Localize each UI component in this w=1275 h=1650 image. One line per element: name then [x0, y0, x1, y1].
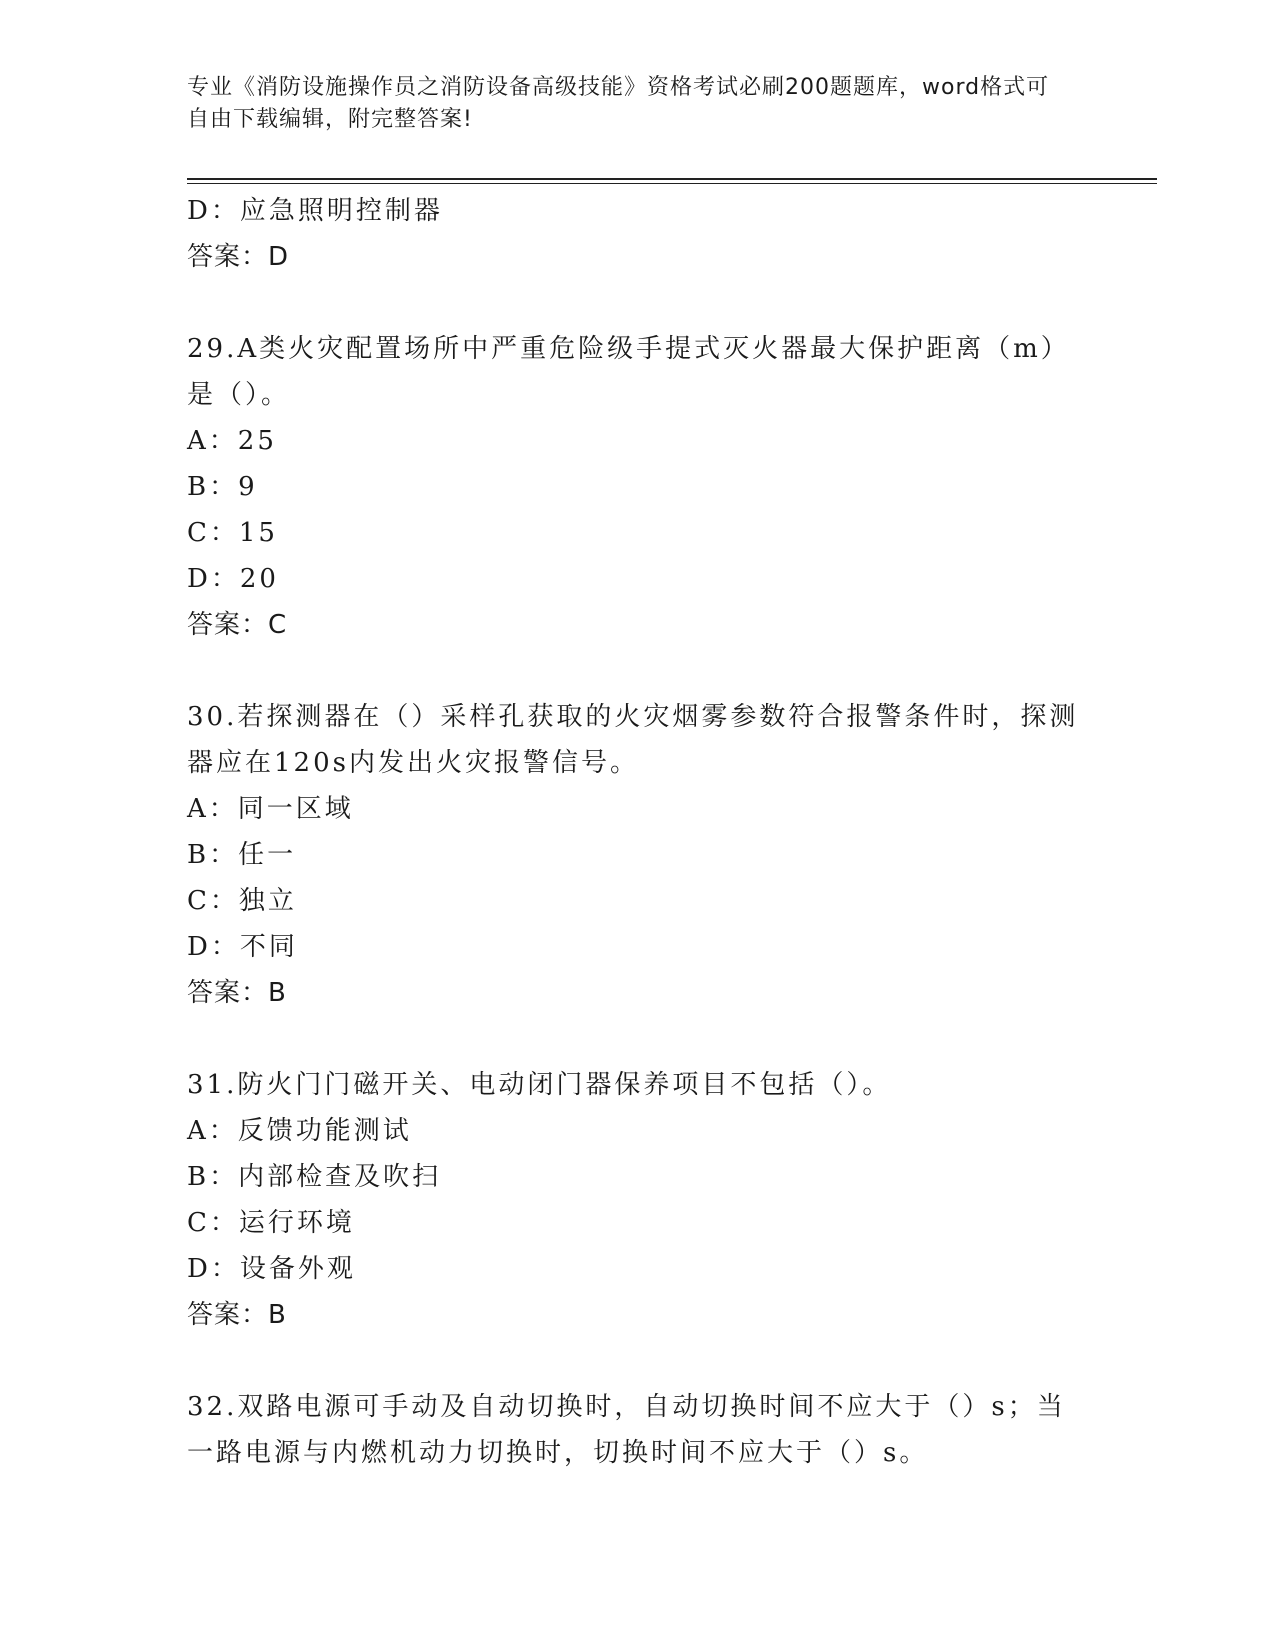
question-29 — [187, 326, 1087, 648]
document-content — [187, 188, 1087, 1476]
document-header: 专业《消防设施操作员之消防设备高级技能》资格考试必刷200题题库，word格式可自由下载编辑，附完整答案! — [187, 75, 1050, 132]
option-a: A：反馈功能测试 — [187, 1116, 412, 1146]
question-title: 29.A类火灾配置场所中严重危险级手提式灭火器最大保护距离（m）是（）。 — [187, 334, 1070, 410]
question-32 — [187, 1384, 1087, 1476]
answer: 答案：B — [187, 1300, 287, 1330]
question-30 — [187, 694, 1087, 1016]
header-rule-thin — [187, 183, 1157, 184]
question-title: 30.若探测器在（）采样孔获取的火灾烟雾参数符合报警条件时，探测器应在120s内发出火灾报警信号。 — [187, 702, 1079, 778]
spacer — [187, 1338, 1087, 1384]
question-title: 31.防火门门磁开关、电动闭门器保养项目不包括（）。 — [187, 1070, 892, 1100]
option-c: C：独立 — [187, 886, 297, 916]
option-b: B：任一 — [187, 840, 297, 870]
option-d: D：20 — [187, 564, 279, 594]
spacer — [187, 1016, 1087, 1062]
option-d: D：应急照明控制器 — [187, 196, 443, 226]
answer: 答案：B — [187, 978, 287, 1008]
option-a: A：25 — [187, 426, 277, 456]
option-d: D：不同 — [187, 932, 298, 962]
answer: 答案：D — [187, 242, 290, 272]
option-a: A：同一区域 — [187, 794, 354, 824]
question-title: 32.双路电源可手动及自动切换时，自动切换时间不应大于（）s；当一路电源与内燃机动力切换时，切换时间不应大于（）s。 — [187, 1392, 1066, 1468]
option-d: D：设备外观 — [187, 1254, 356, 1284]
option-c: C：运行环境 — [187, 1208, 355, 1238]
option-c: C：15 — [187, 518, 278, 548]
spacer — [187, 648, 1087, 694]
spacer — [187, 280, 1087, 326]
header-rule-thick — [187, 178, 1157, 180]
option-b: B：9 — [187, 472, 258, 502]
answer: 答案：C — [187, 610, 288, 640]
option-b: B：内部检查及吹扫 — [187, 1162, 442, 1192]
question-31 — [187, 1062, 1087, 1338]
